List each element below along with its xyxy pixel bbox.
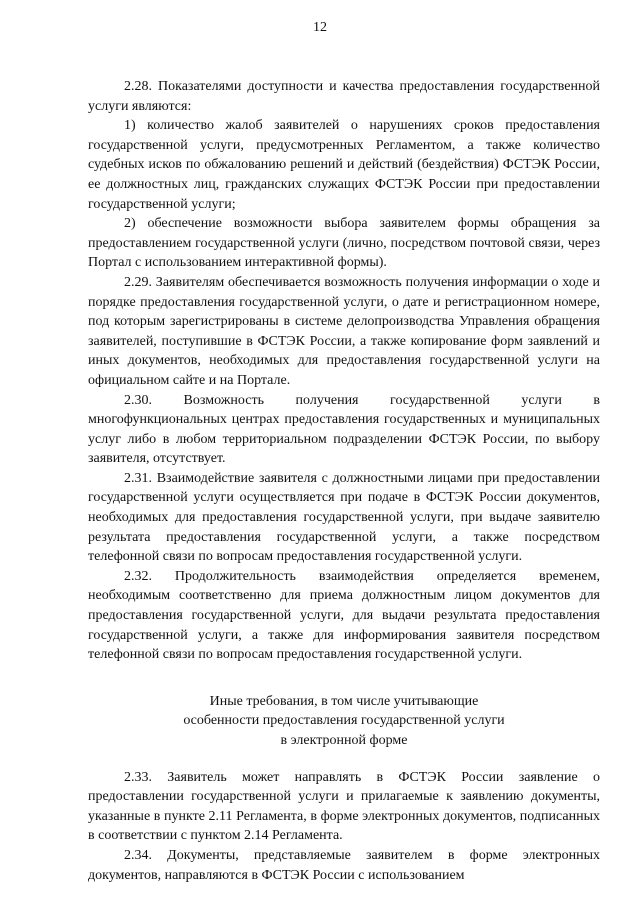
section-heading-line-3: в электронной форме	[280, 733, 408, 748]
paragraph-2-28: 2.28. Показателями доступности и качества предоставления государственной услуги являются:	[88, 79, 600, 114]
section-heading-line-1: Иные требования, в том числе учитывающие	[209, 693, 479, 709]
page-number: 12	[313, 20, 327, 35]
document-body	[88, 77, 600, 885]
paragraph-2-34: 2.34. Документы, представляемые заявителем в форме электронных документов, направляются в ФСТЭК России с использованием	[88, 847, 600, 883]
paragraph-2-33: 2.33. Заявитель может направлять в ФСТЭК России заявление о предоставлении государственной услуги и прилагаемые к заявлению документы, указанные в пункте 2.11 Регламента, в форме электронных документов, подписанных в соответствии с пунктом 2.14 Регламента.	[88, 769, 600, 844]
paragraph-2-28-item-2: 2) обеспечение возможности выбора заявителем формы обращения за предоставлением государственной услуги (лично, посредством почтовой связи, через Портал с использованием интерактивной формы).	[88, 216, 600, 271]
section-heading-line-2: особенности предоставления государственной услуги	[183, 713, 505, 729]
paragraph-2-30: 2.30. Возможность получения государственной услуги в многофункциональных центрах предоставления государственных и муниципальных услуг либо в любом территориальном подразделении ФСТЭК России, по выбору заявителя, отсутствует.	[88, 392, 600, 467]
paragraph-2-29: 2.29. Заявителям обеспечивается возможность получения информации о ходе и порядке предоставления государственной услуги, о дате и регистрационном номере, под которым зарегистрированы в системе делопроизводства Управления обращения заявителей, поступившие в ФСТЭК России, а также копирование форм заявлений и иных документов, необходимых для предоставления государственной услуги на официальном сайте и на Портале.	[88, 274, 600, 388]
section-heading	[88, 692, 600, 751]
paragraph-2-28-item-1: 1) количество жалоб заявителей о нарушениях сроков предоставления государственной услуги, предусмотренных Регламентом, а также количество судебных исков по обжалованию решений и действий (бездействия) ФСТЭК России, ее должностных лиц, гражданских служащих ФСТЭК России при предоставлении государственной услуги;	[88, 118, 600, 212]
paragraph-2-32: 2.32. Продолжительность взаимодействия определяется временем, необходимым соответственно для приема должностным лицом документов для предоставления государственной услуги, для выдачи результата предоставления государственной услуги, а также для информирования заявителя посредством телефонной связи по вопросам предоставления государственной услуги.	[88, 568, 600, 663]
paragraph-2-31: 2.31. Взаимодействие заявителя с должностными лицами при предоставлении государственной услуги осуществляется при подаче в ФСТЭК России документов, необходимых для предоставления государственной услуги, при выдаче заявителю результата предоставления государственной услуги, а также посредством телефонной связи по вопросам предоставления государственной услуги.	[88, 470, 600, 565]
